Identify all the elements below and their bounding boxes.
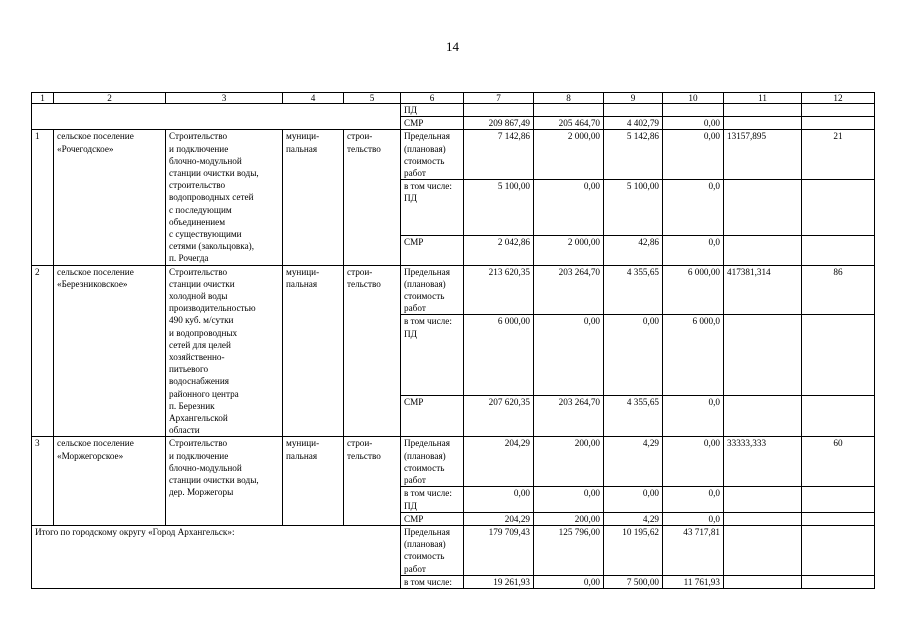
col11-cell: 13157,895 — [724, 130, 802, 180]
column-number-cell: 2 — [54, 93, 166, 104]
value-cell-col7: 209 867,49 — [464, 117, 534, 130]
col11-cell — [724, 395, 802, 437]
cost-type-cell: Предельная (плановая) стоимость работ — [401, 265, 464, 315]
table-row — [32, 265, 875, 315]
row-number-cell: 2 — [32, 265, 54, 437]
cost-type-cell: Предельная (плановая) стоимость работ — [401, 130, 464, 180]
work-kind-cell: строи- тельство — [344, 437, 401, 525]
table-row — [32, 130, 875, 180]
col11-cell — [724, 525, 802, 575]
ownership-cell: муници- пальная — [283, 437, 344, 525]
value-cell-col8: 125 796,00 — [534, 525, 604, 575]
col11-cell — [724, 236, 802, 265]
value-cell-col9: 5 100,00 — [604, 180, 663, 236]
value-cell-col8: 2 000,00 — [534, 130, 604, 180]
object-description-cell: Строительство и подключение блочно-модульной станции очистки воды, строительство водопроводных сетей с последующим объединением с существующими сетями (закольцовка), п. Рочегда — [166, 130, 283, 265]
value-cell-col8: 203 264,70 — [534, 265, 604, 315]
continuation-row — [32, 104, 875, 117]
value-cell-col9: 0,00 — [604, 315, 663, 395]
value-cell-col7: 207 620,35 — [464, 395, 534, 437]
value-cell-col8 — [534, 104, 604, 117]
value-cell-col10: 0,0 — [663, 395, 724, 437]
value-cell-col9: 5 142,86 — [604, 130, 663, 180]
column-number-cell: 3 — [166, 93, 283, 104]
value-cell-col7: 19 261,93 — [464, 575, 534, 588]
object-description-cell: Строительство и подключение блочно-модульной станции очистки воды, дер. Моржегоры — [166, 437, 283, 525]
value-cell-col7: 2 042,86 — [464, 236, 534, 265]
value-cell-col10: 6 000,0 — [663, 315, 724, 395]
value-cell-col9: 10 195,62 — [604, 525, 663, 575]
col12-cell — [802, 180, 875, 236]
work-kind-cell: строи- тельство — [344, 265, 401, 437]
cost-type-cell: в том числе: ПД — [401, 180, 464, 236]
cost-type-cell: СМР — [401, 117, 464, 130]
col11-cell — [724, 575, 802, 588]
value-cell-col9: 4 402,79 — [604, 117, 663, 130]
value-cell-col8: 200,00 — [534, 512, 604, 525]
ownership-cell: муници- пальная — [283, 130, 344, 265]
cost-type-cell: в том числе: — [401, 575, 464, 588]
cost-type-cell: СМР — [401, 512, 464, 525]
value-cell-col8: 0,00 — [534, 487, 604, 512]
col11-cell — [724, 117, 802, 130]
column-number-cell: 10 — [663, 93, 724, 104]
col12-cell — [802, 236, 875, 265]
value-cell-col7 — [464, 104, 534, 117]
value-cell-col10: 0,0 — [663, 512, 724, 525]
column-number-cell: 11 — [724, 93, 802, 104]
col12-cell: 21 — [802, 130, 875, 180]
col12-cell — [802, 395, 875, 437]
col12-cell — [802, 487, 875, 512]
value-cell-col8: 203 264,70 — [534, 395, 604, 437]
value-cell-col9: 4 355,65 — [604, 395, 663, 437]
table-header-row — [32, 93, 875, 104]
col11-cell — [724, 487, 802, 512]
column-number-cell: 7 — [464, 93, 534, 104]
page-number: 14 — [446, 39, 459, 54]
value-cell-col10: 0,0 — [663, 236, 724, 265]
value-cell-col9: 42,86 — [604, 236, 663, 265]
col12-cell: 60 — [802, 437, 875, 487]
value-cell-col8: 205 464,70 — [534, 117, 604, 130]
column-number-cell: 12 — [802, 93, 875, 104]
row-number-cell: 3 — [32, 437, 54, 525]
value-cell-col10: 0,00 — [663, 437, 724, 487]
value-cell-col10: 0,00 — [663, 130, 724, 180]
col12-cell — [802, 117, 875, 130]
value-cell-col8: 0,00 — [534, 575, 604, 588]
value-cell-col8: 0,00 — [534, 315, 604, 395]
value-cell-col10: 0,0 — [663, 487, 724, 512]
budget-table — [31, 92, 875, 589]
value-cell-col9 — [604, 104, 663, 117]
col11-cell — [724, 180, 802, 236]
value-cell-col8: 0,00 — [534, 180, 604, 236]
cost-type-cell: Предельная (плановая) стоимость работ — [401, 437, 464, 487]
cost-type-cell: в том числе: ПД — [401, 315, 464, 395]
value-cell-col7: 5 100,00 — [464, 180, 534, 236]
value-cell-col10 — [663, 104, 724, 117]
table-body — [32, 93, 875, 589]
value-cell-col7: 0,00 — [464, 487, 534, 512]
value-cell-col10: 0,00 — [663, 117, 724, 130]
continuation-blank-cell — [32, 104, 401, 130]
value-cell-col7: 179 709,43 — [464, 525, 534, 575]
ownership-cell: муници- пальная — [283, 265, 344, 437]
value-cell-col10: 43 717,81 — [663, 525, 724, 575]
settlement-cell: сельское поселение «Березниковское» — [54, 265, 166, 437]
cost-type-cell: СМР — [401, 395, 464, 437]
column-number-cell: 5 — [344, 93, 401, 104]
value-cell-col8: 200,00 — [534, 437, 604, 487]
column-number-cell: 1 — [32, 93, 54, 104]
col12-cell: 86 — [802, 265, 875, 315]
col11-cell — [724, 512, 802, 525]
cost-type-cell: Предельная (плановая) стоимость работ — [401, 525, 464, 575]
value-cell-col9: 4,29 — [604, 437, 663, 487]
cost-type-cell: ПД — [401, 104, 464, 117]
value-cell-col10: 0,0 — [663, 180, 724, 236]
table-row — [32, 437, 875, 487]
value-cell-col10: 11 761,93 — [663, 575, 724, 588]
total-row — [32, 525, 875, 575]
value-cell-col7: 204,29 — [464, 512, 534, 525]
column-number-cell: 8 — [534, 93, 604, 104]
value-cell-col9: 7 500,00 — [604, 575, 663, 588]
col12-cell — [802, 315, 875, 395]
cost-type-cell: СМР — [401, 236, 464, 265]
total-label-cell: Итого по городскому округу «Город Архангельск»: — [32, 525, 401, 588]
value-cell-col7: 6 000,00 — [464, 315, 534, 395]
value-cell-col7: 213 620,35 — [464, 265, 534, 315]
col12-cell — [802, 575, 875, 588]
cost-type-cell: в том числе: ПД — [401, 487, 464, 512]
value-cell-col7: 204,29 — [464, 437, 534, 487]
col12-cell — [802, 525, 875, 575]
col11-cell — [724, 104, 802, 117]
col12-cell — [802, 512, 875, 525]
col11-cell — [724, 315, 802, 395]
col11-cell: 417381,314 — [724, 265, 802, 315]
column-number-cell: 6 — [401, 93, 464, 104]
object-description-cell: Строительство станции очистки холодной воды производительностью 490 куб. м/сутки и водопроводных сетей для целей хозяйственно- питьевого водоснабжения районного центра п. Березник Архангельской области — [166, 265, 283, 437]
value-cell-col10: 6 000,00 — [663, 265, 724, 315]
value-cell-col9: 4,29 — [604, 512, 663, 525]
value-cell-col9: 0,00 — [604, 487, 663, 512]
col12-cell — [802, 104, 875, 117]
value-cell-col7: 7 142,86 — [464, 130, 534, 180]
value-cell-col9: 4 355,65 — [604, 265, 663, 315]
col11-cell: 33333,333 — [724, 437, 802, 487]
value-cell-col8: 2 000,00 — [534, 236, 604, 265]
work-kind-cell: строи- тельство — [344, 130, 401, 265]
settlement-cell: сельское поселение «Моржегорское» — [54, 437, 166, 525]
settlement-cell: сельское поселение «Рочегодское» — [54, 130, 166, 265]
column-number-cell: 4 — [283, 93, 344, 104]
row-number-cell: 1 — [32, 130, 54, 265]
column-number-cell: 9 — [604, 93, 663, 104]
